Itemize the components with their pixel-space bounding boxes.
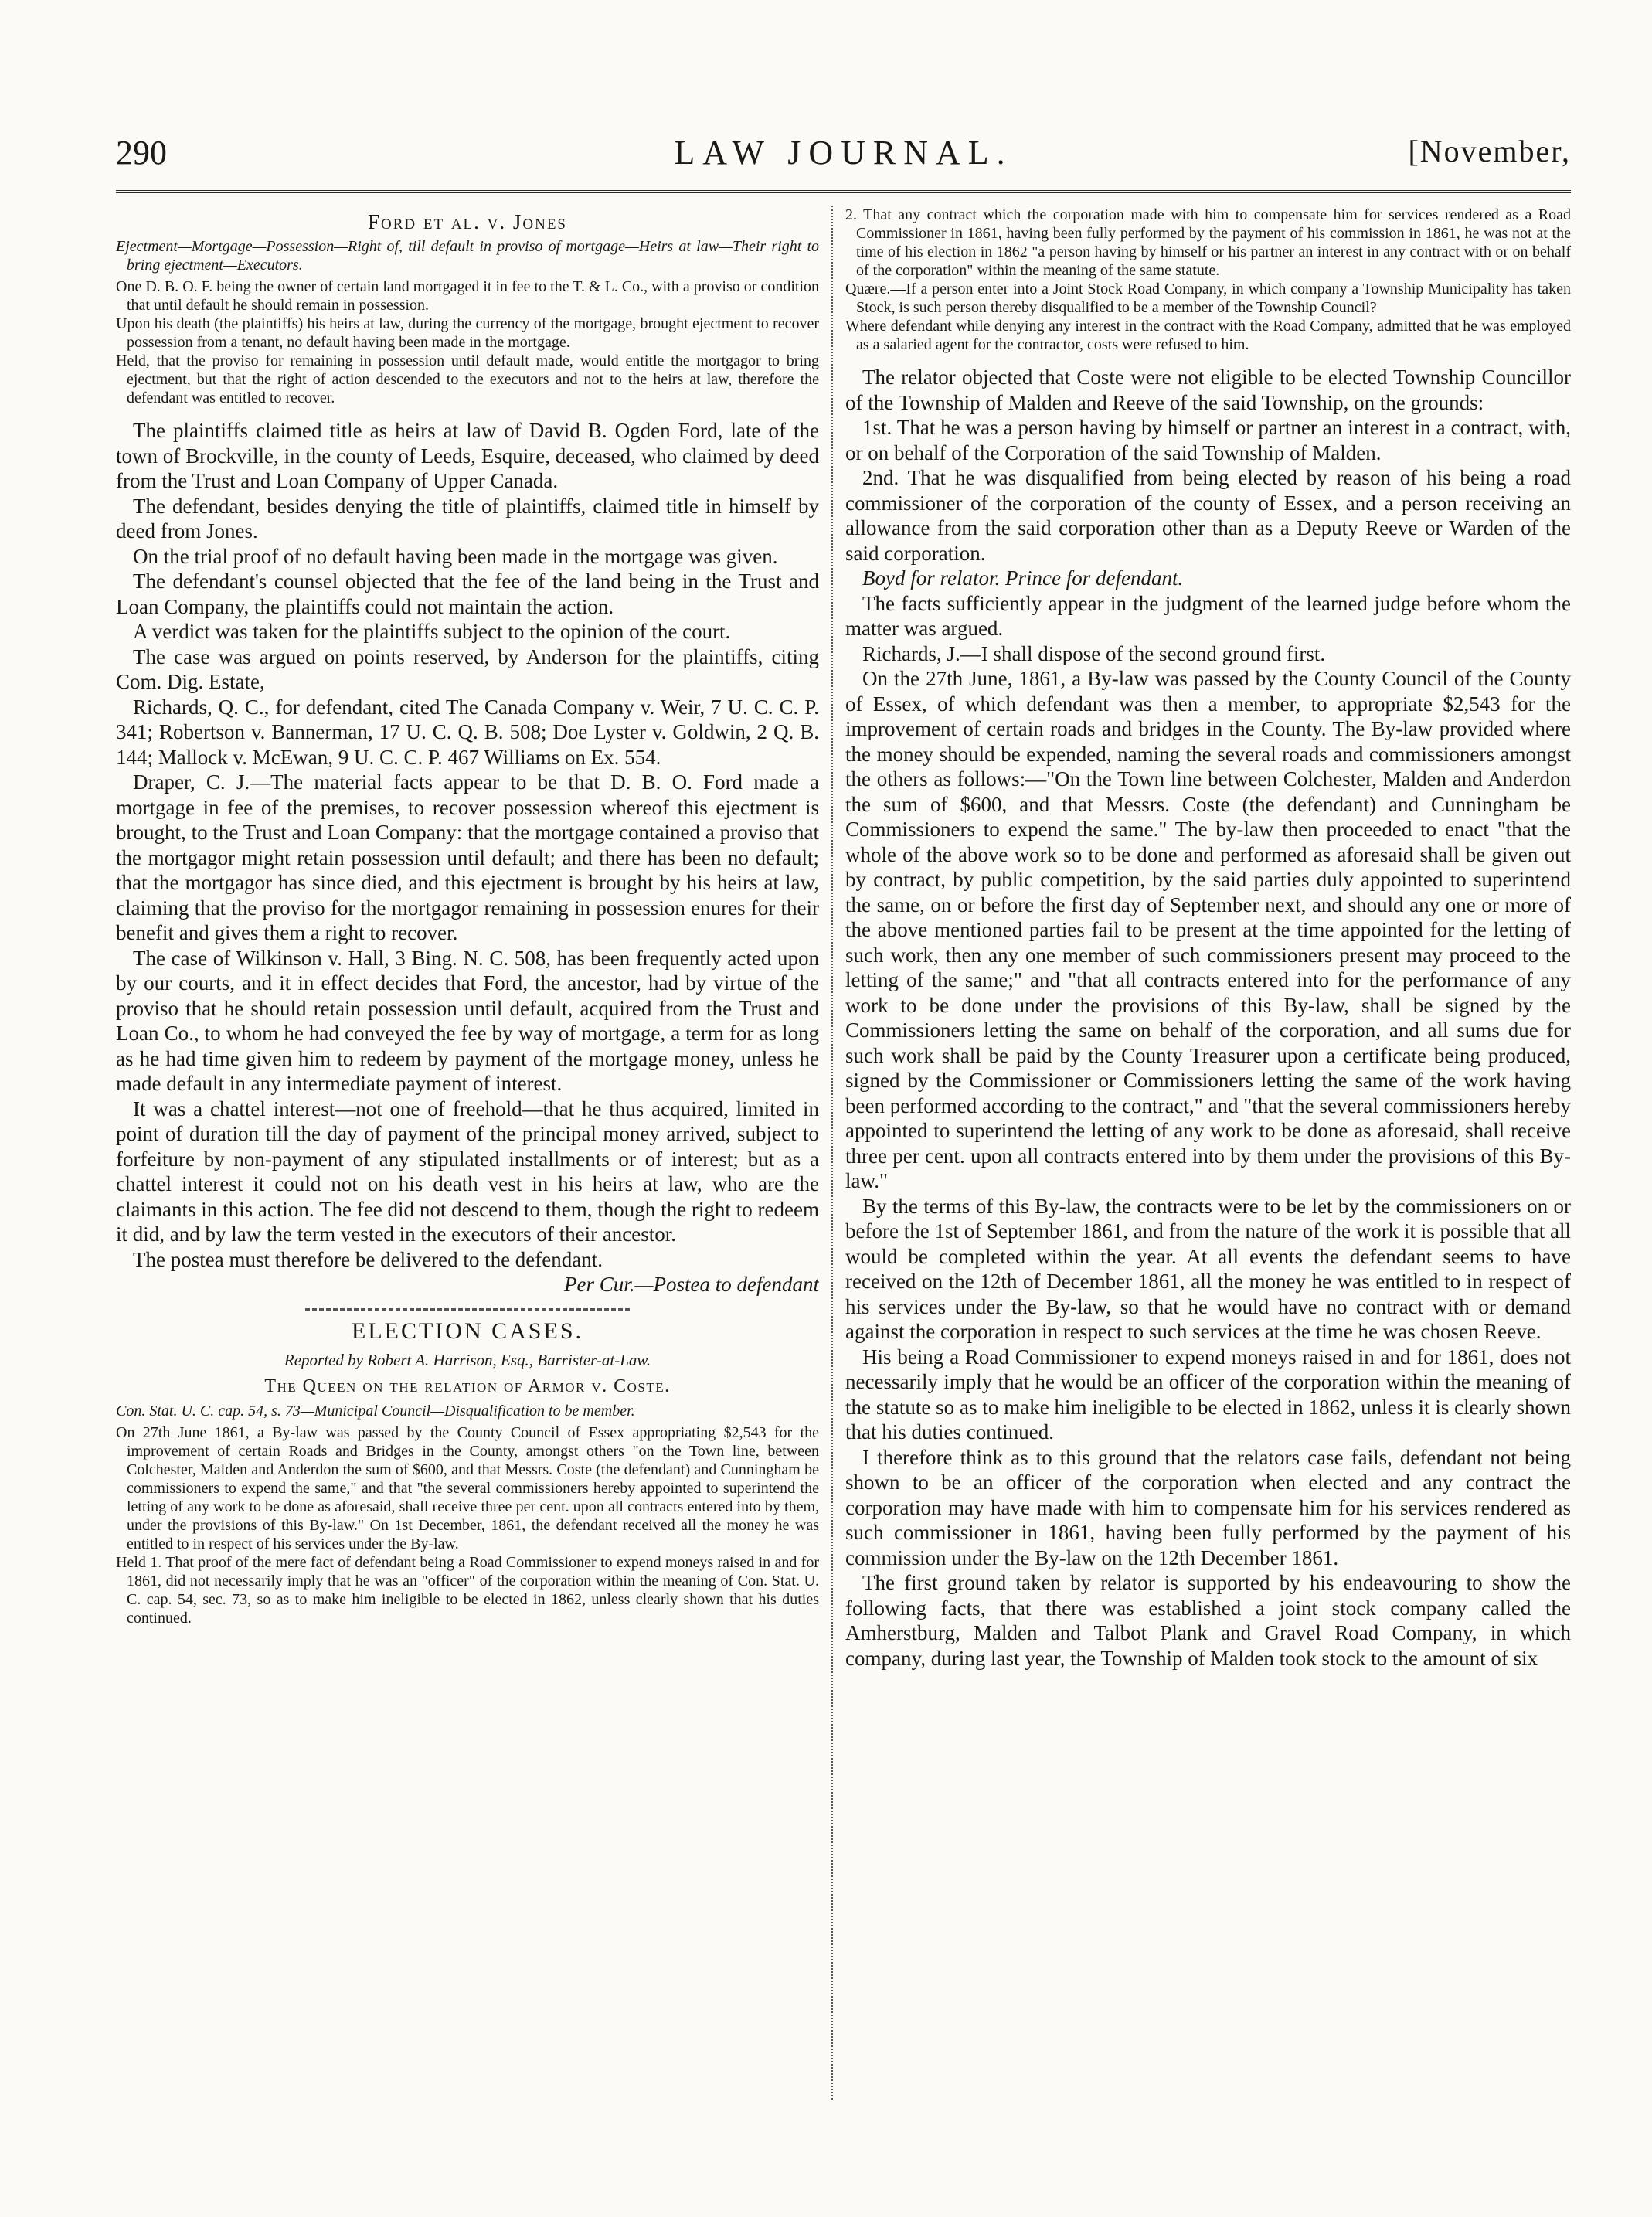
headnote-paragraph: Upon his death (the plaintiffs) his heirs at law, during the currency of the mortgage, brought ejectment to recover possession from a tenant, no default having been made in the mortgage. xyxy=(116,315,819,351)
per-curiam: Per Cur.—Postea to defendant xyxy=(564,1273,819,1296)
header-rule xyxy=(116,190,1571,193)
body-paragraph: On the trial proof of no default having been made in the mortgage was given. xyxy=(133,544,778,568)
body-paragraph: The defendant, besides denying the title of plaintiffs, claimed title in himself by deed from Jones. xyxy=(116,494,819,542)
headnote-paragraph: Where defendant while denying any interest in the contract with the Road Company, admitted that he was employed as a salaried agent for the contractor, costs were refused to him. xyxy=(845,318,1571,353)
body-paragraph: His being a Road Commissioner to expend moneys raised in and for 1861, does not necessarily imply that he would be an officer of the corporation within the meaning of the statute so as to make him ineligible to be elected in 1862, unless it is clearly shown that his duties continued. xyxy=(845,1345,1571,1443)
headnote-paragraph: Quære.—If a person enter into a Joint Stock Road Company, in which company a Township Municipality has taken Stock, is such person thereby disqualified to be a member of the Township Council? xyxy=(845,281,1571,316)
body-paragraph: The case of Wilkinson v. Hall, 3 Bing. N. C. 508, has been frequently acted upon by our courts, and it in effect decides that Ford, the ancestor, had by virtue of the proviso that he should retain possession until default, acquired from the Trust and Loan Co., to whom he had conveyed the fee by way of mortgage, a term for as long as he had time given him to redeem by payment of the mortgage money, unless he made default in any intermediate payment of interest. xyxy=(116,946,819,1095)
body-paragraph: Draper, C. J.—The material facts appear to be that D. B. O. Ford made a mortgage in fee of the premises, to recover possession whereof this ejectment is brought, to the Trust and Loan Company: that the mortgage contained a proviso that the mortgagor might retain possession until default; and there has been no default; that the mortgagor has since died, and this ejectment is brought by his heirs at law, claiming that the proviso for the mortgagor remaining in possession enures for their benefit and gives them a right to recover. xyxy=(116,770,819,944)
case-title: Ford et al. v. Jones xyxy=(367,210,567,233)
body-paragraph: The defendant's counsel objected that the fee of the land being in the Trust and Loan Company, the plaintiffs could not maintain the action. xyxy=(116,570,819,618)
body-paragraph: Richards, J.—I shall dispose of the second ground first. xyxy=(862,641,1326,665)
body-paragraph: The facts sufficiently appear in the judgment of the learned judge before whom the matter was argued. xyxy=(845,591,1571,640)
body-paragraph: The case was argued on points reserved, by Anderson for the plaintiffs, citing Com. Dig. Estate, xyxy=(116,644,819,693)
body-paragraph: The relator objected that Coste were not eligible to be elected Township Councillor of the Township of Malden and Reeve of the said Township, on the grounds: xyxy=(845,366,1571,414)
body-paragraph: I therefore think as to this ground that the relators case fails, defendant not being shown to be an officer of the corporation when elected and any contract the corporation may have made with him to compensate him for his services rendered as such commissioner in 1861, having been fully performed by the payment of his commission under the By-law on the 12th December 1861. xyxy=(845,1445,1571,1569)
body-paragraph: 2nd. That he was disqualified from being elected by reason of his being a road commissioner of the corporation of the county of Essex, and a person receiving an allowance from the said corporation other than as a Deputy Reeve or Warden of the said corporation. xyxy=(845,466,1571,565)
headnote-paragraph: Held 1. That proof of the mere fact of defendant being a Road Commissioner to expend moneys raised in and for 1861, did not necessarily imply that he was an "officer" of the corporation within the meaning of Con. Stat. U. C. cap. 54, sec. 73, so as to make him ineligible to be elected in 1862, unless clearly shown that his duties continued. xyxy=(116,1553,819,1627)
reported-by: Reported by Robert A. Harrison, Esq., Barrister-at-Law. xyxy=(284,1350,651,1369)
body-paragraph: A verdict was taken for the plaintiffs subject to the opinion of the court. xyxy=(133,620,731,643)
spacer xyxy=(116,407,819,418)
page-number: 290 xyxy=(116,134,167,172)
right-column xyxy=(845,206,1571,2101)
headnote-paragraph: On 27th June 1861, a By-law was passed by the County Council of Essex appropriating $2,543 for the improvement of certain Roads and Bridges in the County, amongst others "on the Town line, between Colchester, Malden and Anderdon the sum of $600, and that Messrs. Coste (the defendant) and Cunningham be commissioners to expend the same," and that "the several commissioners hereby appointed to superintend the letting of any work to be done as aforesaid, shall receive three per cent. upon all contracts entered into by them, under the provisions of this By-law." On 1st December, 1861, the defendant received all the money he was entitled to in respect of his services under the By-law. xyxy=(116,1423,819,1552)
body-paragraph: 1st. That he was a person having by himself or partner an interest in a contract, with, or on behalf of the Corporation of the said Township of Malden. xyxy=(845,416,1571,464)
body-paragraph: Richards, Q. C., for defendant, cited The Canada Company v. Weir, 7 U. C. C. P. 341; Robertson v. Bannerman, 17 U. C. Q. B. 508; Doe Lyster v. Goldwin, 2 Q. B. 144; Mallock v. McEwan, 9 U. C. C. P. 467 Williams on Ex. 554. xyxy=(116,695,819,769)
page-header xyxy=(116,133,1571,182)
headnote-paragraph: One D. B. O. F. being the owner of certain land mortgaged it in fee to the T. & L. Co., with a proviso or condition that until default he should remain in possession. xyxy=(116,278,819,314)
journal-title: LAW JOURNAL. xyxy=(674,134,1013,172)
case-title: The Queen on the relation of Armor v. Coste. xyxy=(264,1375,671,1396)
counsel-line: Boyd for relator. Prince for defendant. xyxy=(862,566,1184,590)
left-column xyxy=(116,206,819,2101)
body-paragraph: It was a chattel interest—not one of freehold—that he thus acquired, limited in point of duration till the day of payment of the principal money arrived, subject to forfeiture by non-payment of any stipulated installments or of interest; but as a chattel interest it could not on his death vest in his heirs at law, who are the claimants in this action. The fee did not descend to them, though the right to redeem it did, and by law the term vested in the executors of their ancestor. xyxy=(116,1097,819,1246)
body-paragraph: The plaintiffs claimed title as heirs at law of David B. Ogden Ford, late of the town of Brockville, in the county of Leeds, Esquire, deceased, who claimed by deed from the Trust and Loan Company of Upper Canada. xyxy=(116,419,819,492)
spacer xyxy=(845,354,1571,365)
column-divider xyxy=(831,206,833,2100)
body-paragraph: On the 27th June, 1861, a By-law was passed by the County Council of the County of Essex, of which defendant was then a member, to appropriate $2,543 for the improvement of certain roads and bridges in the County. The By-law provided where the money should be expended, naming the several roads and commissioners amongst the others as follows:—"On the Town line between Colchester, Malden and Anderdon the sum of $600, and that Messrs. Coste (the defendant) and Cunningham be Commissioners to expend the same." The by-law then proceeded to enact "that the whole of the above work so to be done and performed as aforesaid shall be given out by contract, by public competition, by the said parties duly appointed to superintend the same, on or before the first day of September next, and should any one or more of the above mentioned parties fail to be present at the time appointed for the letting of such work, then any one member of such commissioners present may proceed to the letting of the same;" and "that all contracts entered into for the performance of any work to be done under the provisions of this By-law, shall be signed by the Commissioners letting the same on behalf of the corporation, and all sums due for such work shall be paid by the County Treasurer upon a certificate being produced, signed by the Commissioner or Commissioners letting the same of the work having been performed according to the contract," and "that the several commissioners hereby appointed to superintend the letting of any work to be done as aforesaid, shall receive three per cent. upon all contracts entered into by them under the provisions of this By-law." xyxy=(845,667,1571,1192)
body-paragraph: By the terms of this By-law, the contracts were to be let by the commissioners on or before the 1st of September 1861, and from the nature of the work it is possible that all would be completed within the year. At all events the defendant seems to have received on the 12th of December 1861, all the money he was entitled to in respect of his services under the By-law, so that he would have no contract with or demand against the corporation in respect to such services at the time he was chosen Reeve. xyxy=(845,1194,1571,1343)
case-headnote: Con. Stat. U. C. cap. 54, s. 73—Municipal Council—Disqualification to be member. xyxy=(116,1402,635,1420)
body-paragraph: The first ground taken by relator is supported by his endeavouring to show the following facts, that there was established a joint stock company called the Amherstburg, Malden and Talbot Plank and Gravel Road Company, in which company, during last year, the Township of Malden took stock to the amount of six xyxy=(845,1571,1571,1670)
section-title: ELECTION CASES. xyxy=(352,1318,583,1344)
headnote-paragraph: 2. That any contract which the corporation made with him to compensate him for services rendered as a Road Commissioner in 1861, having been fully performed by the payment of his commission in 1861, he was not at the time of his election in 1862 "a person having by himself or his partner an interest in any contract with or on behalf of the corporation" within the meaning of the same statute. xyxy=(845,206,1571,279)
case-headnote: Ejectment—Mortgage—Possession—Right of, till default in proviso of mortgage—Heirs at law—Their right to bring ejectment—Executors. xyxy=(116,238,819,274)
section-divider xyxy=(305,1308,630,1311)
headnote-paragraph: Held, that the proviso for remaining in possession until default made, would entitle the mortgagor to bring ejectment, but that the right of action descended to the executors and not to the heirs at law, therefore the defendant was entitled to recover. xyxy=(116,352,819,406)
issue-month: [November, xyxy=(1408,134,1571,168)
body-paragraph: The postea must therefore be delivered to the defendant. xyxy=(133,1247,603,1271)
